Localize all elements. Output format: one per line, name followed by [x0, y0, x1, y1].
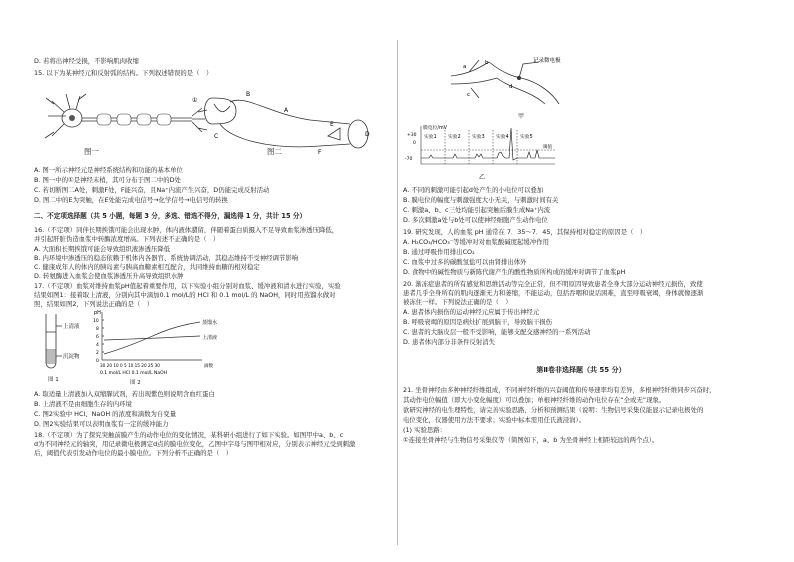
ph-ytick-0: 0: [96, 359, 99, 364]
figure-neuron: [42, 86, 212, 146]
q15-option-a: A. 图一所示神经元是神经系统结构和功能的基本单位: [34, 166, 183, 174]
ph-ytick-6: 6: [96, 335, 99, 340]
q16-option-c: C. 健康成年人的体内的胰岛素与胰高血糖素相互配合，共同维持血糖的相对稳定: [34, 263, 260, 271]
q19-stem: 19. 研究发现，人的血浆 pH 通常在 7．35～7．45，其保持相对稳定的原因是（ ）: [403, 228, 647, 236]
yi-ytick-minus70: -70: [405, 157, 413, 162]
q17-stem-line1: 17.（不定项）血浆对维持血浆pH值起着重要作用，以下实验小组分别对血浆、缓冲液和清水进行实验，实验: [34, 282, 341, 290]
q19-option-c: C. 血浆中过多的碳酸氢盐可以由肾排出体外: [403, 258, 527, 266]
q16-option-b: B. 内环境中渗透压的稳态依赖于机体内各器官、系统协调活动，其稳态维持不受神经调节影响: [34, 254, 299, 262]
ph-axis-label: pH: [94, 310, 101, 316]
figure-jia-synapse: [449, 54, 579, 110]
q20-option-a: A. 患者体内损伤的运动神经元应属于传出神经元: [403, 308, 540, 316]
q17-stem-line3: 照，结果如图2，下列说法正确的是（ ）: [34, 300, 154, 308]
q20-option-b: B. 呼吸衰竭的原因是病灶扩展到脑干，导致脑干损伤: [403, 318, 553, 326]
yi-ytick-0: 0: [413, 141, 416, 146]
ph-ytick-10: 10: [93, 319, 99, 324]
q16-option-a: A. 大面积长期挨饿可能会导致组织液渗透压降低: [34, 245, 171, 253]
point-label-d: D: [365, 131, 370, 138]
q18-stem-line3: 后，阈值代表引发动作电位的最小膜电位。下列分析不正确的是（ ）: [34, 449, 233, 457]
jia-point-c: c: [467, 92, 471, 98]
figure-ph-caption: 图 2: [130, 380, 141, 386]
q21-line4: 电位变化，仪器使用方法不要求；实验中标本需用任氏液浸润）。: [403, 416, 586, 424]
q17-option-d: D. 图2实验结果可以表明血浆有一定的缓冲能力: [34, 420, 169, 428]
point-label-f: F: [318, 149, 322, 156]
electrode-label: 记录微电极: [533, 58, 561, 64]
tube-upper-label: 上清液: [63, 324, 80, 330]
ph-ytick-4: 4: [96, 343, 99, 348]
yi-exp-2: 实验2: [448, 135, 461, 140]
figure-reflex-arc: [200, 84, 376, 156]
point-label-b: B: [246, 91, 251, 98]
jia-point-b: b: [485, 60, 489, 66]
ph-ytick-8: 8: [96, 327, 99, 332]
q20-option-d: D. 患者体内部分非条件反射消失: [403, 338, 496, 346]
section2-heading: 二、不定项选择题（共 5 小题，每题 3 分，多选、错选不得分，漏选得 1 分，共计 15 分）: [34, 212, 307, 220]
q21-line3: 欲研究神经的电生理特性，请完善实验思路，分析和预测结果（说明：生物信号采集仪能显示记录电极处的: [403, 406, 704, 414]
jia-point-d: d: [509, 84, 513, 90]
q15-option-d: D. 图二中的E为突触，在E处能完成电信号→化学信号→电信号的转换: [34, 196, 228, 204]
figure-test-tube: [38, 312, 84, 374]
q15-option-b: B. 图一中的①是神经末梢，其可分布于图二中的D处: [34, 176, 181, 184]
q15-stem: 15. 以下为某神经元和反射弧的结构。下列叙述错误的是（ ）: [34, 69, 213, 77]
q17-option-c: C. 图2实验中 HCl、NaOH 的浓度和滴数为自变量: [34, 410, 177, 418]
section2-title: 第Ⅱ卷非选择题（共 55 分）: [536, 366, 626, 374]
figure-yi-membrane-potential: [405, 122, 565, 172]
point-label-e: E: [330, 121, 334, 128]
column-divider: [397, 40, 398, 545]
figure-yi-caption: 乙: [479, 174, 486, 181]
legend-distilled-water: 蒸馏水: [202, 320, 218, 326]
svg-text:①: ①: [192, 97, 198, 104]
yi-ylabel: 膜电位/mV: [423, 126, 447, 131]
point-label-c: C: [214, 133, 219, 140]
q19-option-d: D. 食物中的碱性物质与新陈代谢产生的酸性物质所构成的缓冲对调节了血浆pH: [403, 268, 626, 276]
q21-line1: 21. 坐骨神经由多种神经纤维组成，不同神经纤维的兴奋阈值和传导速率均有差异，多根神经纤维同步兴奋时，: [403, 386, 716, 394]
q16-stem-line2: 并引起肝脏伪造血浆中转酶浓度增高。下列表述不正确的是（ ）: [34, 235, 220, 243]
yi-ytick-plus30: +30: [407, 133, 417, 138]
q17-stem-line2: 结果如图1：接着取上清液，分别向其中滴加0.1 mol/L的 HCl 和 0.1 mol/L 的 NaOH，同时用蒸馏水做对: [34, 291, 336, 299]
yi-trace: [421, 128, 555, 160]
figure-jia-caption: 甲: [518, 113, 525, 120]
q20-stem-line1: 20. 渐冻症患者的所有感觉和思维活动等完全正常，但不明原因导致患者全身大部分运动神经元损伤，致使: [403, 280, 703, 288]
yi-exp-3: 实验3: [472, 135, 485, 140]
ph-ytick-2: 2: [96, 351, 99, 356]
figure2-label: 图二: [267, 147, 282, 156]
q17-option-b: B. 上清液不是由细胞生存的内环境: [34, 400, 132, 408]
yi-exp-1: 实验1: [424, 135, 437, 140]
ph-xsub: 0.1 mol/L HCl 0.1 mol/L NaOH: [100, 371, 168, 376]
yi-exp-5: 实验5: [520, 135, 533, 140]
q19-option-a: A. H₂CO₃/HCO₃⁻等缓冲对对血浆酸碱度起缓冲作用: [403, 238, 549, 246]
legend-supernatant: 上清液: [202, 335, 218, 341]
figure-tube-caption: 图 1: [48, 377, 59, 383]
ph-xlabel: 滴数: [204, 364, 213, 369]
q20-option-c: C. 患者的大脑皮层一般不受影响，能够支配交感神经的一系列活动: [403, 328, 591, 336]
q14-option-d: D. 若将出神经受损，不影响肌肉收缩: [34, 57, 139, 65]
figure-ph-chart: [92, 308, 242, 378]
q16-stem-line1: 16.（不定项）同伴长期挨饿可能会出现水肿，体内液体潴留，伴随着蛋白质摄入不足导致血浆渗透压降低，: [34, 226, 339, 234]
ph-xticks: 30 20 10 0 5 10 15 20 25 30: [100, 363, 160, 368]
yi-exp-4: 实验4: [496, 135, 509, 140]
jia-point-a: a: [463, 64, 467, 70]
q18-option-c: C. 刺激a、b、c三处均能引起突触后膜生成Na⁺内流: [403, 206, 551, 214]
q20-stem-line3: 被冻住一样。下列说法正确的是（ ）: [403, 298, 512, 306]
q21-line5: (1) 实验思路：: [403, 426, 447, 434]
q18-option-d: D. 多次刺激a处与b处可以使神经细胞产生动作电位: [403, 216, 548, 224]
tube-lower-label: 沉淀物: [63, 354, 80, 360]
q18-stem-line2: d为不同神经元的轴突，用记录微电极测定d点的膜电位变化，乙图中字母与图甲相对应，分别表示神经元受到刺激: [34, 440, 356, 448]
q15-option-c: C. 若切断图二A处，刺激F处，F能兴奋，且Na⁺内流产生兴奋，D仍能完成反射活动: [34, 186, 270, 194]
q16-option-d: D. 转氨酶进入血浆会使血浆渗透压升高导致组织水肿: [34, 272, 184, 280]
q18-option-b: B. 膜电位的幅度与刺激强度大小无关，与刺激时间有关: [403, 196, 559, 204]
q20-stem-line2: 患者几乎全身所有的肌肉逐渐无力和萎缩，不能运动，包括吞咽和说话困难，直至呼吸衰竭，身体就像逐渐: [403, 289, 704, 297]
point-label-a: A: [284, 107, 289, 114]
q21-line2: 其动作电位幅值（即大小变化幅度）可以叠加；单根神经纤维的动作电位存在“全或无”现象。: [403, 396, 666, 404]
q18-stem-line1: 18.（不定项）为了探究突触前膜产生的动作电位的变化情况，某科研小组进行了如下实验。如图甲中a、b、c: [34, 431, 344, 439]
figure1-label: 图一: [84, 147, 99, 156]
q17-option-a: A. 取适量上清液加入双缩脲试剂，若出现紫色则说明含血红蛋白: [34, 390, 215, 398]
yi-threshold: 阈值: [543, 145, 552, 150]
q21-line6: ①连接坐骨神经与生物信号采集仪等（简图如下，a、b 为坐骨神经上相距较远的两个点）。: [403, 436, 659, 444]
q18-option-a: A. 不同的刺激可能引起d处产生的小电位可以叠加: [403, 186, 544, 194]
q19-option-b: B. 通过呼吸作用排出CO₂: [403, 248, 475, 256]
